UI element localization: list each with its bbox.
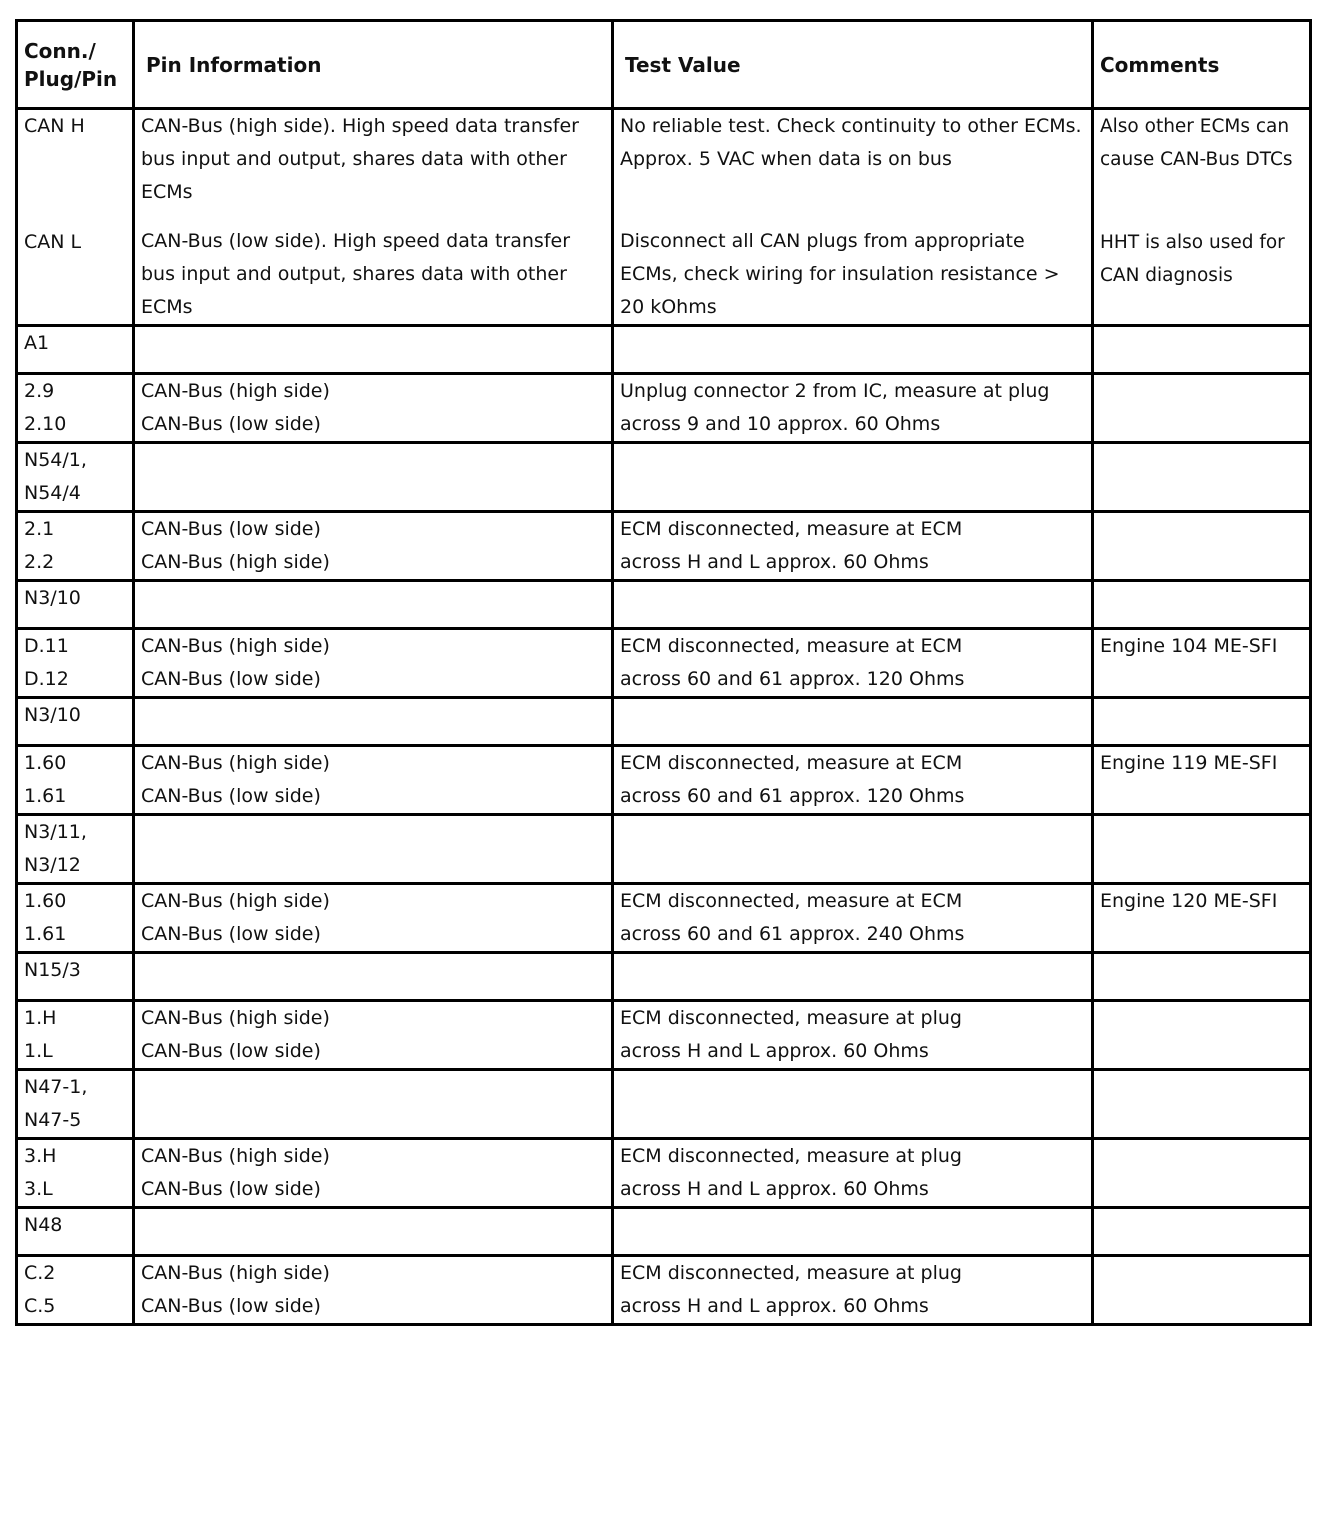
table-row (17, 1001, 1311, 1070)
comment-cell (1093, 1139, 1311, 1208)
comment-line: Engine 119 ME-SFI (1100, 752, 1278, 774)
pin-info-cell (134, 109, 613, 326)
test-value-cell (613, 581, 1093, 629)
pin-label-can-h: CAN H (24, 115, 85, 137)
pin-info-cell (134, 374, 613, 443)
component-row (17, 581, 1311, 629)
test-value-line: ECM disconnected, measure at plug (620, 1007, 962, 1029)
pin-line: D.12 (24, 668, 69, 690)
test-value-line: ECM disconnected, measure at plug (620, 1262, 962, 1284)
test-value-line: across 60 and 61 approx. 240 Ohms (620, 923, 965, 945)
test-value-cell (613, 815, 1093, 884)
test-value-cell (613, 884, 1093, 953)
pin-cell (17, 746, 134, 815)
pin-cell (17, 629, 134, 698)
pin-info-cell (134, 443, 613, 512)
pin-line: 2.1 (24, 518, 55, 540)
pin-line: N3/10 (24, 587, 81, 609)
header-conn: Conn./ Plug/Pin (17, 21, 134, 109)
pin-cell (17, 326, 134, 374)
comment-cell (1093, 581, 1311, 629)
pin-line: N47-1, (24, 1076, 88, 1098)
test-value-cell (613, 1256, 1093, 1325)
pin-info-cell (134, 815, 613, 884)
pin-info-line: CAN-Bus (high side) (141, 635, 330, 657)
pin-info-line: CAN-Bus (high side) (141, 1145, 330, 1167)
pin-info-cell (134, 698, 613, 746)
test-value-line: across H and L approx. 60 Ohms (620, 551, 929, 573)
pin-info-line: CAN-Bus (low side) (141, 413, 321, 435)
test-value-cell (613, 512, 1093, 581)
test-value-line: across 9 and 10 approx. 60 Ohms (620, 413, 941, 435)
comment-cell (1093, 629, 1311, 698)
comment-cell (1093, 1070, 1311, 1139)
pin-cell (17, 109, 134, 326)
pin-cell (17, 1208, 134, 1256)
pin-line: N3/11, (24, 821, 87, 843)
pin-line: N54/1, (24, 449, 87, 471)
test-value-cell (613, 443, 1093, 512)
pin-info-line: CAN-Bus (low side) (141, 668, 321, 690)
pin-info-line: CAN-Bus (high side) (141, 752, 330, 774)
pin-cell (17, 512, 134, 581)
header-pin-info: Pin Information (134, 21, 613, 109)
pin-info-cell (134, 1208, 613, 1256)
test-value-cell (613, 1070, 1093, 1139)
pin-cell (17, 1256, 134, 1325)
pin-line: 1.60 (24, 752, 67, 774)
test-value-line: across H and L approx. 60 Ohms (620, 1040, 929, 1062)
comment-cell (1093, 109, 1311, 326)
test-value-cell (613, 1001, 1093, 1070)
component-row (17, 953, 1311, 1001)
pin-info-line: CAN-Bus (high side) (141, 380, 330, 402)
header-row (17, 21, 1311, 109)
header-comments: Comments (1093, 21, 1311, 109)
pin-info-can-h: CAN-Bus (high side). High speed data transfer bus input and output, shares data with other ECMs (141, 115, 579, 203)
test-value-cell (613, 109, 1093, 326)
comment-cell (1093, 815, 1311, 884)
pin-info-cell (134, 1256, 613, 1325)
comment-cell (1093, 1208, 1311, 1256)
pin-cell (17, 1070, 134, 1139)
pin-info-cell (134, 884, 613, 953)
pin-info-can-l: CAN-Bus (low side). High speed data transfer bus input and output, shares data with other ECMs (141, 230, 571, 318)
pin-line: N54/4 (24, 482, 81, 504)
pin-cell (17, 815, 134, 884)
table-row (17, 746, 1311, 815)
pin-label-can-l: CAN L (24, 231, 82, 253)
pin-cell (17, 581, 134, 629)
pin-info-cell (134, 953, 613, 1001)
component-row (17, 815, 1311, 884)
pin-line: 3.L (24, 1178, 53, 1200)
table-row-can (17, 109, 1311, 326)
comment-cell (1093, 1001, 1311, 1070)
comment-cell (1093, 746, 1311, 815)
component-row (17, 698, 1311, 746)
pin-line: 1.H (24, 1007, 57, 1029)
pin-info-cell (134, 746, 613, 815)
comment-line: Engine 120 ME-SFI (1100, 890, 1278, 912)
comment-cell (1093, 884, 1311, 953)
test-value-cell (613, 698, 1093, 746)
test-value-line: ECM disconnected, measure at ECM (620, 518, 963, 540)
pin-line: 2.2 (24, 551, 55, 573)
comment-cell (1093, 698, 1311, 746)
test-value-line: across 60 and 61 approx. 120 Ohms (620, 785, 965, 807)
pin-cell (17, 953, 134, 1001)
pin-info-cell (134, 512, 613, 581)
pin-info-line: CAN-Bus (high side) (141, 1262, 330, 1284)
pin-info-line: CAN-Bus (low side) (141, 1040, 321, 1062)
pin-line: 3.H (24, 1145, 57, 1167)
test-value-line: ECM disconnected, measure at ECM (620, 890, 963, 912)
test-value-can-h: No reliable test. Check continuity to other ECMs. Approx. 5 VAC when data is on bus (620, 115, 1082, 170)
pin-line: N15/3 (24, 959, 81, 981)
pin-line: 1.61 (24, 785, 67, 807)
comment-line: Engine 104 ME-SFI (1100, 635, 1278, 657)
test-value-cell (613, 1139, 1093, 1208)
pin-info-line: CAN-Bus (high side) (141, 551, 330, 573)
test-value-line: across 60 and 61 approx. 120 Ohms (620, 668, 965, 690)
pin-line: C.2 (24, 1262, 56, 1284)
pin-info-line: CAN-Bus (low side) (141, 518, 321, 540)
test-value-can-l: Disconnect all CAN plugs from appropriate ECMs, check wiring for insulation resistance > 20 kOhms (620, 230, 1060, 318)
pin-line: N3/10 (24, 704, 81, 726)
pin-cell (17, 884, 134, 953)
table-row (17, 1256, 1311, 1325)
pin-info-cell (134, 1070, 613, 1139)
comment-can-h: Also other ECMs can cause CAN-Bus DTCs (1100, 116, 1293, 170)
pin-info-line: CAN-Bus (high side) (141, 1007, 330, 1029)
pin-info-line: CAN-Bus (low side) (141, 923, 321, 945)
pin-line: 1.60 (24, 890, 67, 912)
pin-line: C.5 (24, 1295, 56, 1317)
pin-line: A1 (24, 332, 50, 354)
comment-cell (1093, 326, 1311, 374)
table-row (17, 884, 1311, 953)
pin-info-line: CAN-Bus (low side) (141, 1295, 321, 1317)
pin-cell (17, 443, 134, 512)
pin-line: N47-5 (24, 1109, 82, 1131)
comment-cell (1093, 953, 1311, 1001)
test-value-cell (613, 953, 1093, 1001)
pin-cell (17, 1001, 134, 1070)
pin-line: 2.10 (24, 413, 67, 435)
pin-line: 2.9 (24, 380, 55, 402)
pin-info-line: CAN-Bus (high side) (141, 890, 330, 912)
pin-line: N48 (24, 1214, 63, 1236)
test-value-line: ECM disconnected, measure at ECM (620, 752, 963, 774)
comment-cell (1093, 512, 1311, 581)
pin-info-line: CAN-Bus (low side) (141, 1178, 321, 1200)
component-row (17, 1208, 1311, 1256)
test-value-line: across H and L approx. 60 Ohms (620, 1178, 929, 1200)
table-row (17, 629, 1311, 698)
table-row (17, 512, 1311, 581)
pin-cell (17, 698, 134, 746)
pin-line: 1.L (24, 1040, 53, 1062)
pin-info-cell (134, 629, 613, 698)
table-row (17, 374, 1311, 443)
pin-info-cell (134, 1139, 613, 1208)
pin-line: D.11 (24, 635, 69, 657)
component-row (17, 326, 1311, 374)
pin-table (15, 19, 1312, 1326)
pin-info-cell (134, 1001, 613, 1070)
test-value-line: across H and L approx. 60 Ohms (620, 1295, 929, 1317)
component-row (17, 1070, 1311, 1139)
test-value-line: Unplug connector 2 from IC, measure at plug (620, 380, 1050, 402)
pin-info-line: CAN-Bus (low side) (141, 785, 321, 807)
comment-cell (1093, 374, 1311, 443)
test-value-cell (613, 629, 1093, 698)
comment-can-l: HHT is also used for CAN diagnosis (1100, 232, 1285, 286)
pin-cell (17, 374, 134, 443)
test-value-cell (613, 374, 1093, 443)
header-test-value: Test Value (613, 21, 1093, 109)
comment-cell (1093, 443, 1311, 512)
pin-line: N3/12 (24, 854, 81, 876)
pin-info-cell (134, 326, 613, 374)
test-value-cell (613, 1208, 1093, 1256)
test-value-cell (613, 326, 1093, 374)
test-value-line: ECM disconnected, measure at ECM (620, 635, 963, 657)
pin-line: 1.61 (24, 923, 67, 945)
table-row (17, 1139, 1311, 1208)
comment-cell (1093, 1256, 1311, 1325)
component-row (17, 443, 1311, 512)
pin-info-cell (134, 581, 613, 629)
test-value-cell (613, 746, 1093, 815)
pin-cell (17, 1139, 134, 1208)
test-value-line: ECM disconnected, measure at plug (620, 1145, 962, 1167)
